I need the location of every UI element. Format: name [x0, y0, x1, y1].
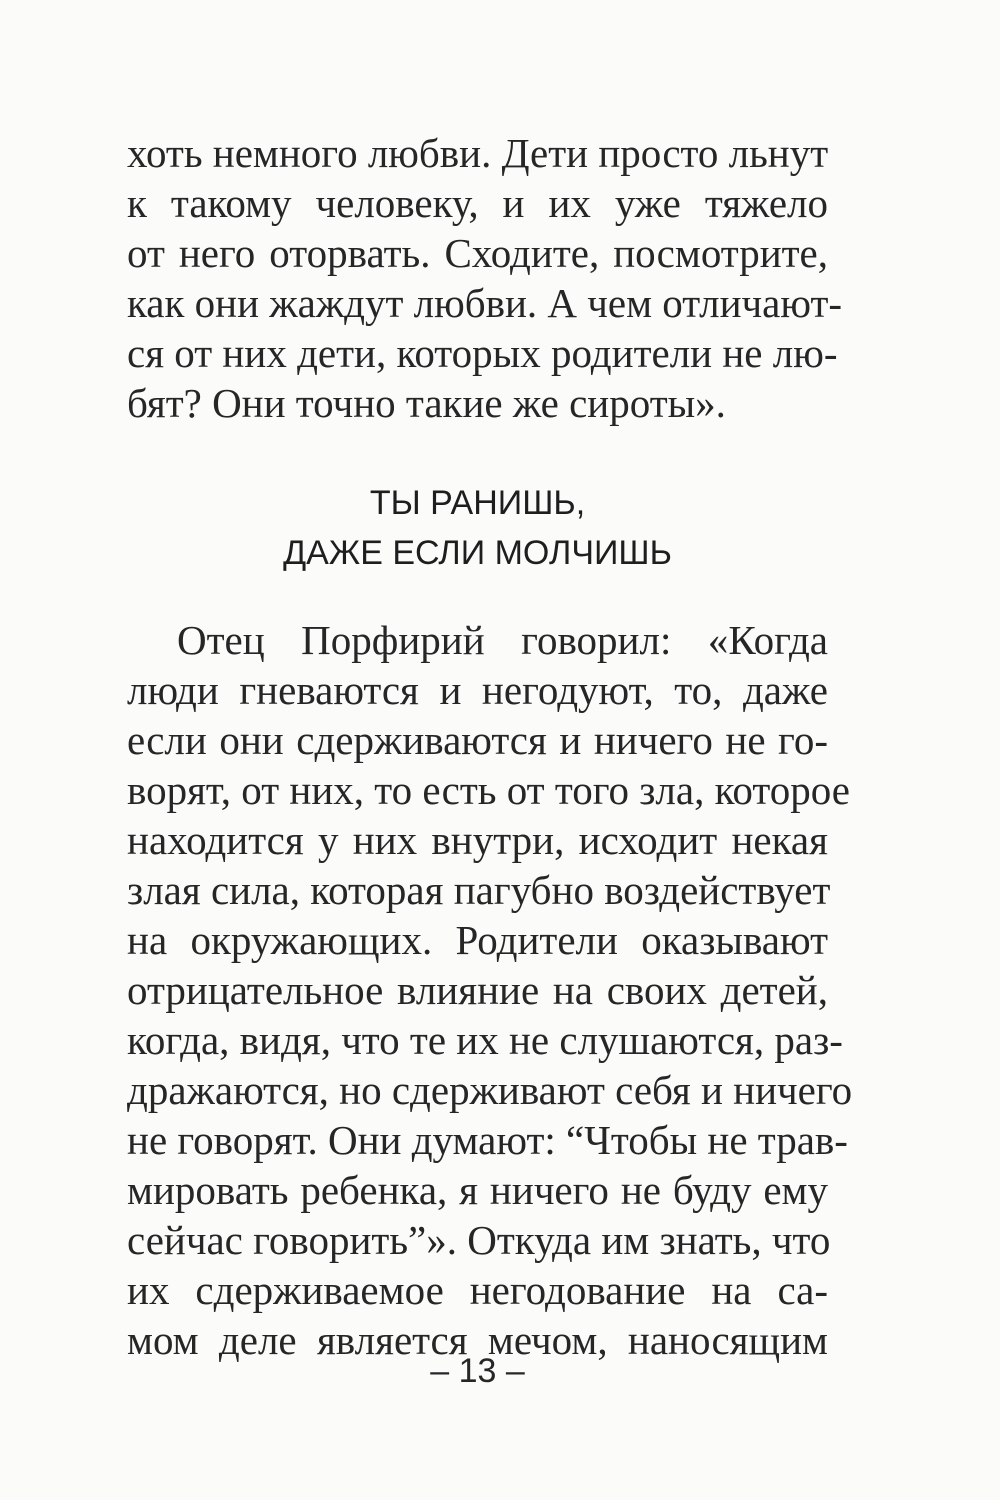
text-line: если они сдерживаются и ничего не го- — [127, 717, 828, 763]
text-line: на окружающих. Родители оказывают — [127, 917, 828, 963]
text-line: не говорят. Они думают: “Чтобы не трав- — [127, 1117, 848, 1163]
text-line: злая сила, которая пагубно воздействует — [127, 867, 831, 913]
text-line: когда, видя, что те их не слушаются, раз- — [127, 1017, 843, 1063]
text-line: сейчас говорить”». Откуда им знать, что — [127, 1217, 831, 1263]
text-line: мом деле является мечом, наносящим — [127, 1317, 828, 1363]
text-line: ворят, от них, то есть от того зла, которое — [127, 767, 850, 813]
text-line: хоть немного любви. Дети просто льнут — [127, 130, 829, 176]
text-line: Отец Порфирий говорил: «Когда — [177, 617, 828, 663]
page-number: – 13 – — [430, 1352, 525, 1390]
text-line: находится у них внутри, исходит некая — [127, 817, 828, 863]
text-line: отрицательное влияние на своих детей, — [127, 967, 828, 1013]
heading-line: ТЫ РАНИШЬ, — [369, 484, 586, 522]
text-line: люди гневаются и негодуют, то, даже — [127, 667, 828, 713]
text-line: ся от них дети, которых родители не лю- — [127, 330, 838, 376]
text-line: от него оторвать. Сходите, посмотрите, — [127, 230, 828, 276]
text-line: дражаются, но сдерживают себя и ничего — [127, 1067, 853, 1113]
text-line: к такому человеку, и их уже тяжело — [127, 180, 828, 226]
heading-line: ДАЖЕ ЕСЛИ МОЛЧИШЬ — [283, 534, 672, 572]
text-line: их сдерживаемое негодование на са- — [127, 1267, 828, 1313]
text-line: мировать ребенка, я ничего не буду ему — [127, 1167, 828, 1213]
text-line: бят? Они точно такие же сироты». — [127, 380, 726, 426]
text-line: как они жаждут любви. А чем отличают- — [127, 280, 843, 326]
